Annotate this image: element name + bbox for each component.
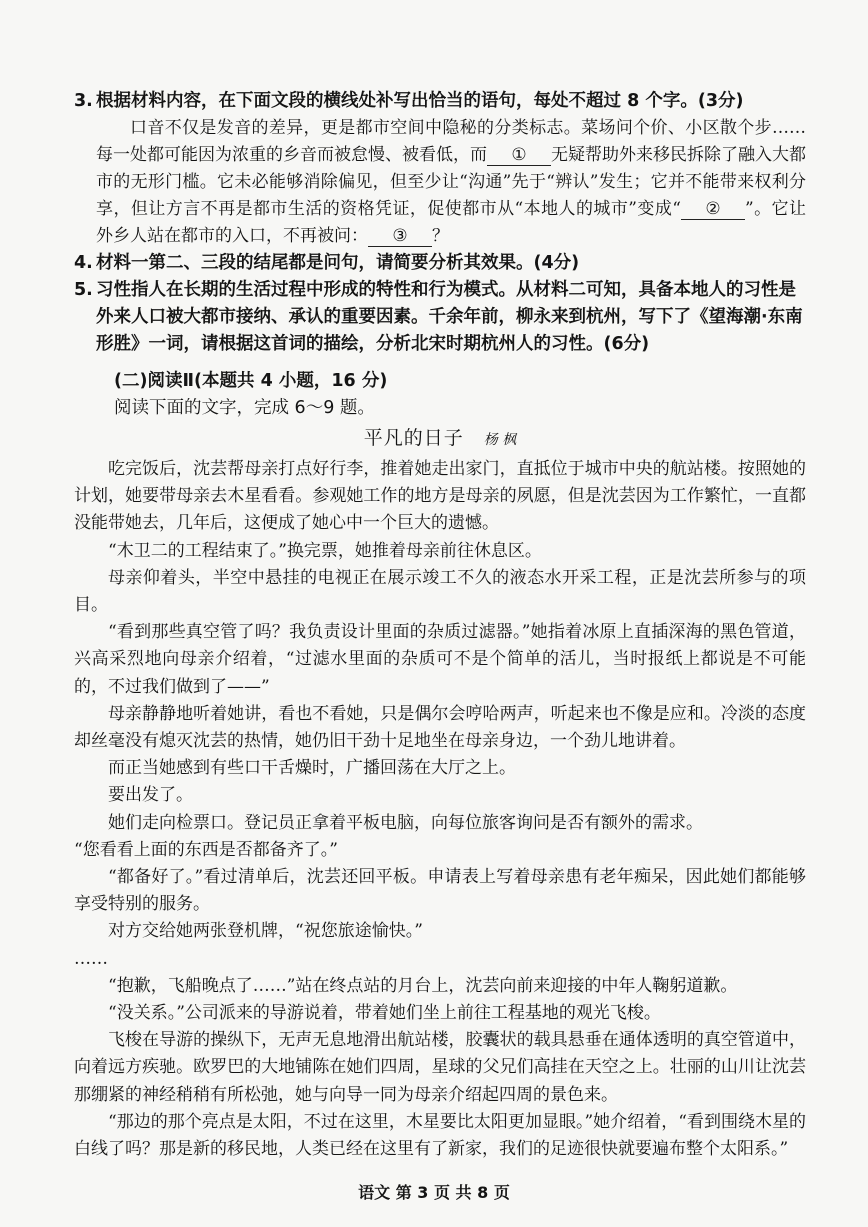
page-footer: 语文 第 3 页 共 8 页 xyxy=(358,1183,510,1202)
story-paragraph: 她们走向检票口。登记员正拿着平板电脑，向每位旅客询问是否有额外的需求。 xyxy=(108,812,703,833)
story-paragraph: “那边的那个亮点是太阳，不过在这里，木星要比太阳更加显眼。”她介绍着，“看到围绕木星的白线了吗？那是新的移民地，人类已经在这里有了新家，我们的足迹很快就要遍布整个太阳系。” xyxy=(74,1111,806,1160)
story-paragraph: “看到那些真空管了吗？我负责设计里面的杂质过滤器。”她指着冰原上直插深海的黑色管道，兴高采烈地向母亲介绍着，“过滤水里面的杂质可不是个简单的活儿，当时报纸上都说是不可能的，不过我们做到了——” xyxy=(74,622,806,697)
question-3 xyxy=(74,88,806,115)
story-paragraph: 母亲静静地听着她讲，看也不看她，只是偶尔会哼哈两声，听起来也不像是应和。冷淡的态度却丝毫没有熄灭沈芸的热情，她仍旧干劲十足地坐在母亲身边，一个劲儿地讲着。 xyxy=(74,703,806,752)
story-title-row xyxy=(74,424,806,454)
passage-part-d: ？ xyxy=(432,226,449,246)
story-paragraph: 对方交给她两张登机牌，“祝您旅途愉快。” xyxy=(108,921,423,942)
question-4 xyxy=(74,250,806,277)
passage-part-c: ”。它让外乡人站在都市的入口，不再被问： xyxy=(96,199,806,246)
story-ellipsis: …… xyxy=(74,948,108,969)
section-heading: (二)阅读Ⅱ(本题共 4 小题，16 分) xyxy=(114,371,388,391)
section-instruction: 阅读下面的文字，完成 6～9 题。 xyxy=(114,398,375,418)
story-paragraph: “抱歉，飞船晚点了……”站在终点站的月台上，沈芸向前来迎接的中年人鞠躬道歉。 xyxy=(108,975,738,996)
blank-1[interactable]: ① xyxy=(487,145,551,166)
story-paragraph: 要出发了。 xyxy=(108,785,193,806)
story-paragraph: “没关系。”公司派来的导游说着，带着她们坐上前往工程基地的观光飞梭。 xyxy=(108,1003,661,1024)
story-paragraph: 母亲仰着头，半空中悬挂的电视正在展示竣工不久的液态水开采工程，正是沈芸所参与的项目。 xyxy=(74,567,806,616)
passage-part-b: 无疑帮助外来移民拆除了融入大都市的无形门槛。它未必能够消除偏见，但至少让“沟通”先于“辨认”发生；它并不能带来权利分享，但让方言不再是都市生活的资格凭证，促使都市从“本地人的城市”变成“ xyxy=(96,145,806,219)
story-author: 杨 枫 xyxy=(483,432,517,448)
story-title: 平凡的日子 xyxy=(363,427,464,449)
story-paragraph: 飞梭在导游的操纵下，无声无息地滑出航站楼，胶囊状的载具悬垂在通体透明的真空管道中，向着远方疾驰。欧罗巴的大地铺陈在她们四周，星球的父兄们高挂在天空之上。壮丽的山川让沈芸那绷紧的神经稍稍有所松弛，她与向导一同为母亲介绍起四周的景色来。 xyxy=(74,1030,806,1105)
question-number: 4. xyxy=(74,253,93,273)
passage-part-a: 口音不仅是发音的差异，更是都市空间中隐秘的分类标志。菜场问个价、小区散个步……每一处都可能因为浓重的乡音而被怠慢、被看低，而 xyxy=(96,118,806,165)
story-paragraph: “您看看上面的东西是否都备齐了。” xyxy=(74,839,338,860)
story-body xyxy=(74,456,806,1163)
question-text: 材料一第二、三段的结尾都是问句，请简要分析其效果。(4分) xyxy=(96,253,580,273)
fill-in-passage xyxy=(74,115,806,250)
question-5 xyxy=(74,277,806,358)
blank-2[interactable]: ② xyxy=(681,199,745,220)
blank-3[interactable]: ③ xyxy=(368,226,432,247)
story-paragraph: 而正当她感到有些口干舌燥时，广播回荡在大厅之上。 xyxy=(108,758,516,779)
story-paragraph: “木卫二的工程结束了。”换完票，她推着母亲前往休息区。 xyxy=(108,540,542,561)
story-paragraph: “都备好了。”看过清单后，沈芸还回平板。申请表上写着母亲患有老年痴呆，因此她们都能够享受特别的服务。 xyxy=(74,867,806,915)
question-text: 习性指人在长期的生活过程中形成的特性和行为模式。从材料二可知，具备本地人的习性是外来人口被大都市接纳、承认的重要因素。千余年前，柳永来到杭州，写下了《望海潮·东南形胜》一词，请根据这首词的描绘，分析北宋时期杭州人的习性。(6分) xyxy=(96,280,803,354)
question-number: 5. xyxy=(74,280,93,300)
question-text: 根据材料内容，在下面文段的横线处补写出恰当的语句，每处不超过 8 个字。(3分) xyxy=(96,91,744,111)
story-paragraph: 吃完饭后，沈芸帮母亲打点好行李，推着她走出家门，直抵位于城市中央的航站楼。按照她的计划，她要带母亲去木星看看。参观她工作的地方是母亲的夙愿，但是沈芸因为工作繁忙，一直都没能带她去，几年后，这便成了她心中一个巨大的遗憾。 xyxy=(74,459,806,534)
question-number: 3. xyxy=(74,91,93,111)
